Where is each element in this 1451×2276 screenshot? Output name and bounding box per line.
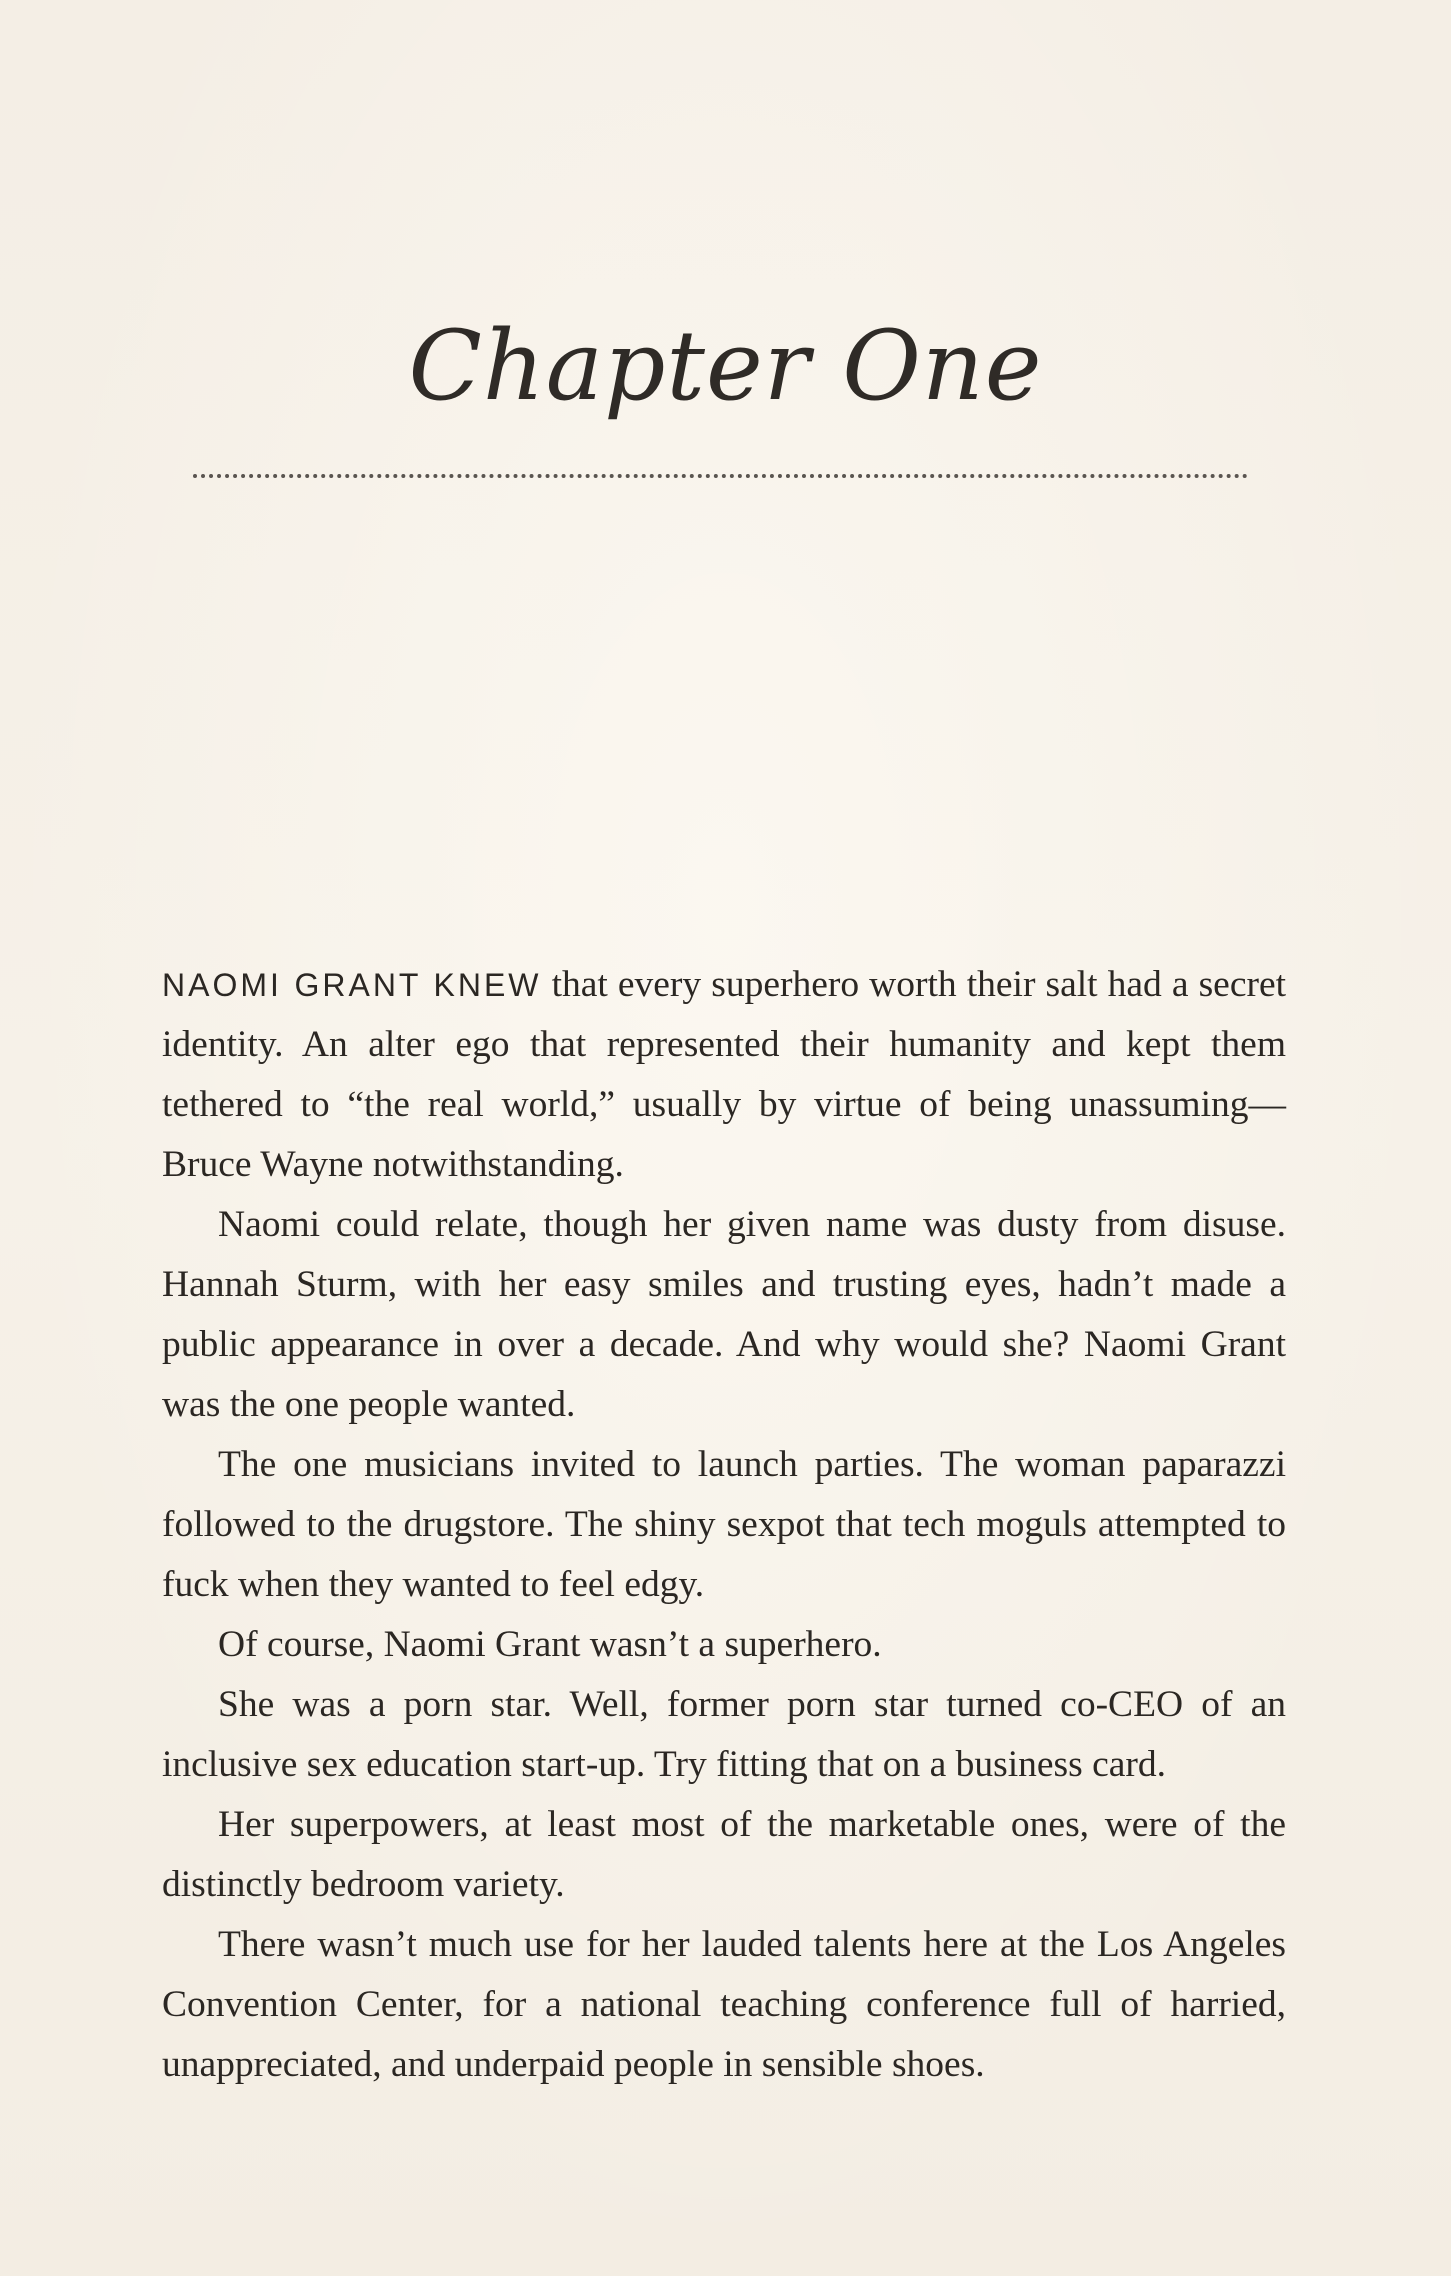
- paragraph-7: There wasn’t much use for her lauded talents here at the Los Angeles Convention Center, for a national teaching conference full of harried, unappreciated, and underpaid people in sensible shoes.: [162, 1924, 1286, 2085]
- paragraph-3: The one musicians invited to launch parties. The woman paparazzi followed to the drugstore. The shiny sexpot that tech moguls attempted to fuck when they wanted to feel edgy.: [162, 1444, 1286, 1605]
- paragraph-1: [162, 955, 1286, 1195]
- paragraph-2: Naomi could relate, though her given name was dusty from disuse. Hannah Sturm, with her easy smiles and trusting eyes, hadn’t made a public appearance in over a decade. And why would she? Naomi Grant was the one people wanted.: [162, 1204, 1286, 1425]
- paragraph-4: Of course, Naomi Grant wasn’t a superhero.: [218, 1624, 882, 1665]
- lead-in-small-caps: NAOMI GRANT KNEW: [162, 967, 542, 1003]
- chapter-title: Chapter One: [408, 310, 1043, 422]
- paragraph-6: Her superpowers, at least most of the marketable ones, were of the distinctly bedroom variety.: [162, 1804, 1286, 1905]
- chapter-divider: [193, 474, 1248, 478]
- paragraph-1-text: that every superhero worth their salt had a secret identity. An alter ego that represented their humanity and kept them tethered to “the real world,” usually by virtue of being unassuming—Bruce Wayne notwithstanding.: [162, 964, 1287, 1185]
- chapter-body: [162, 955, 1286, 2095]
- paragraph-5: She was a porn star. Well, former porn star turned co-CEO of an inclusive sex education start-up. Try fitting that on a business card.: [162, 1684, 1286, 1785]
